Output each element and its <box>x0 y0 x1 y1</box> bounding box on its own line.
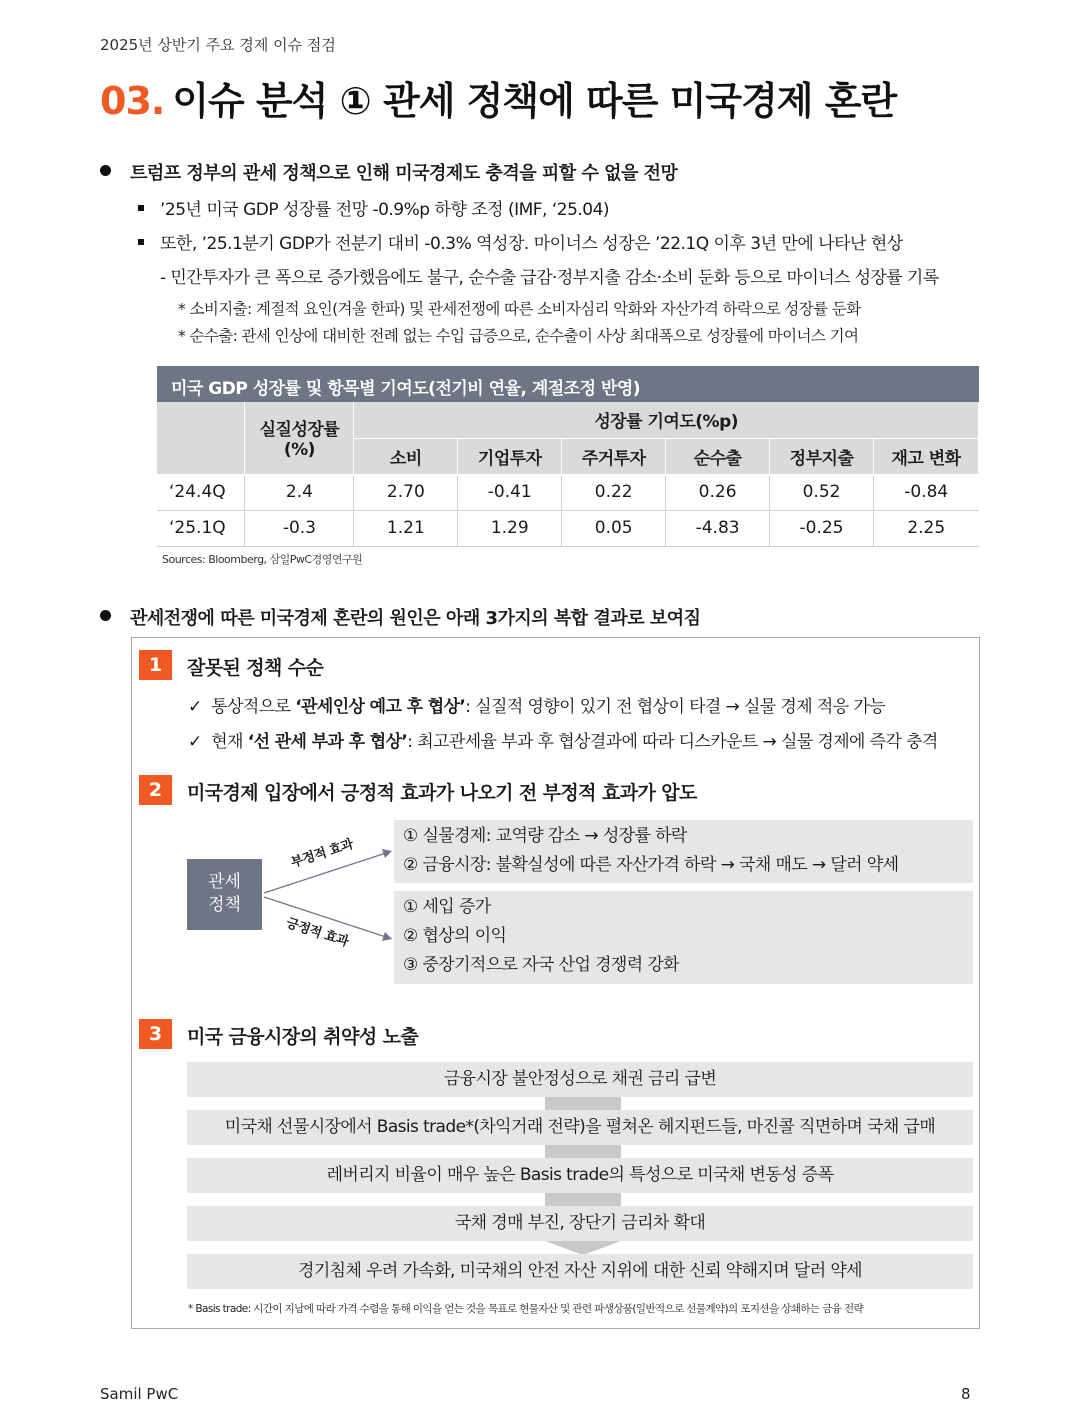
row-label: ‘25.1Q <box>157 510 245 546</box>
tariff-policy-box: 관세 정책 <box>187 859 262 930</box>
positive-effect-item: ③ 중장기적으로 자국 산업 경쟁력 강화 <box>403 955 679 975</box>
flow-connector <box>545 1097 621 1111</box>
col-header: 순수출 <box>666 438 770 474</box>
bullet-text: 관세전쟁에 따른 미국경제 혼란의 원인은 아래 3가지의 복합 결과로 보여짐 <box>130 608 701 629</box>
cause-title-2: 미국경제 입장에서 긍정적 효과가 나오기 전 부정적 효과가 압도 <box>187 782 697 804</box>
table-cell: -0.41 <box>458 474 562 510</box>
table-cell: 1.21 <box>354 510 458 546</box>
negative-effect-item: ② 금융시장: 불확실성에 따른 자산가격 하락 → 국채 매도 → 달러 약세 <box>403 855 899 875</box>
positive-effects-box <box>394 891 973 984</box>
table-cell: 2.70 <box>354 474 458 510</box>
square-bullet-icon <box>138 205 144 211</box>
table-corner <box>157 402 245 474</box>
col-header: 정부지출 <box>770 438 874 474</box>
cause-number-3: 3 <box>139 1019 172 1049</box>
check-item-usual: ✓ 통상적으로 ‘관세인상 예고 후 협상’: 실질적 영향이 있기 전 협상이 타결 → 실물 경제 적응 가능 <box>188 697 885 717</box>
table-cell: -4.83 <box>666 510 770 546</box>
table-cell: 2.4 <box>245 474 354 510</box>
table-cell: -0.25 <box>770 510 874 546</box>
bullet-tariff-impact <box>100 159 677 185</box>
positive-effect-item: ① 세입 증가 <box>403 897 491 917</box>
dash-point: - 민간투자가 큰 폭으로 증가했음에도 불구, 순수출 급감·정부지출 감소·소비 둔화 등으로 마이너스 성장률 기록 <box>160 268 939 288</box>
gdp-table <box>157 402 979 547</box>
table-sources: Sources: Bloomberg, 삼일PwC경영연구원 <box>162 553 363 566</box>
table-cell: -0.3 <box>245 510 354 546</box>
cause-title-3: 미국 금융시장의 취약성 노출 <box>187 1026 419 1048</box>
flow-step-2: 미국채 선물시장에서 Basis trade*(차익거래 전략)을 펼쳐온 헤지펀드들, 마진콜 직면하며 국채 급매 <box>187 1110 973 1145</box>
col-header: 소비 <box>354 438 458 474</box>
row-label: ‘24.4Q <box>157 474 245 510</box>
check-item-current: ✓ 현재 ‘선 관세 부과 후 협상’: 최고관세율 부과 후 협상결과에 따라 디스카운트 → 실물 경제에 즉각 충격 <box>188 732 938 752</box>
flow-connector <box>545 1145 621 1159</box>
square-bullet-icon <box>138 239 144 245</box>
table-cell: 0.52 <box>770 474 874 510</box>
flow-step-5: 경기침체 우려 가속화, 미국채의 안전 자산 지위에 대한 신뢰 약해지며 달러 약세 <box>187 1254 973 1289</box>
note-net-exports: * 순수출: 관세 인상에 대비한 전례 없는 수입 급증으로, 순수출이 사상 최대폭으로 성장률에 마이너스 기여 <box>178 327 859 345</box>
positive-effect-item: ② 협상의 이익 <box>403 926 507 946</box>
flow-connector <box>545 1193 621 1207</box>
flow-arrow-icon <box>545 1241 621 1255</box>
flow-step-3: 레버리지 비율이 매우 높은 Basis trade의 특성으로 미국채 변동성 증폭 <box>187 1158 973 1193</box>
flow-step-4: 국채 경매 부진, 장단기 금리차 확대 <box>187 1206 973 1241</box>
col-header-contribution: 성장률 기여도(%p) <box>354 402 979 438</box>
col-header: 기업투자 <box>458 438 562 474</box>
table-row <box>157 510 979 546</box>
table-row <box>157 474 979 510</box>
sub-text: ’25년 미국 GDP 성장률 전망 -0.9%p 하향 조정 (IMF, ‘25.04) <box>160 200 610 220</box>
footer-company: Samil PwC <box>100 1385 179 1403</box>
flow-step-1: 금융시장 불안정성으로 채권 금리 급변 <box>187 1062 973 1097</box>
positive-effect-label: 긍정적 효과 <box>284 915 350 950</box>
table-cell: 0.26 <box>666 474 770 510</box>
table-title: 미국 GDP 성장률 및 항목별 기여도(전기비 연율, 계절조정 반영) <box>157 366 979 402</box>
section-number: 03. <box>100 79 165 123</box>
col-header-real-growth: 실질성장률 (%) <box>245 402 354 474</box>
cause-title-1: 잘못된 정책 수순 <box>187 657 324 679</box>
page-number: 8 <box>961 1385 971 1403</box>
bullet-causes <box>100 604 701 630</box>
col-header: 주거투자 <box>562 438 666 474</box>
col-header: 재고 변화 <box>873 438 978 474</box>
negative-effects-box <box>394 820 973 883</box>
cause-number-2: 2 <box>139 775 172 805</box>
cause-number-1: 1 <box>139 650 172 680</box>
table-cell: 0.22 <box>562 474 666 510</box>
document-subtitle: 2025년 상반기 주요 경제 이슈 점검 <box>100 36 336 54</box>
table-cell: 0.05 <box>562 510 666 546</box>
page-title <box>100 70 896 125</box>
table-cell: 1.29 <box>458 510 562 546</box>
sub-point-gdp <box>138 229 903 254</box>
negative-effect-item: ① 실물경제: 교역량 감소 → 성장률 하락 <box>403 826 687 846</box>
table-cell: -0.84 <box>873 474 978 510</box>
title-text: 이슈 분석 ① 관세 정책에 따른 미국경제 혼란 <box>172 79 897 123</box>
negative-effect-label: 부정적 효과 <box>289 836 356 872</box>
bullet-text: 트럼프 정부의 관세 정책으로 인해 미국경제도 충격을 피할 수 없을 전망 <box>130 163 678 184</box>
sub-point-imf <box>138 195 609 220</box>
table-cell: 2.25 <box>873 510 978 546</box>
sub-text: 또한, ’25.1분기 GDP가 전분기 대비 -0.3% 역성장. 마이너스 성장은 ’22.1Q 이후 3년 만에 나타난 현상 <box>160 234 903 254</box>
basis-trade-footnote: * Basis trade: 시간이 지남에 따라 가격 수렴을 통해 이익을 얻는 것을 목표로 현물자산 및 관련 파생상품(일반적으로 선물계약)의 포지션을 상쇄하는 금융 전략 <box>188 1303 864 1315</box>
note-consumption: * 소비지출: 계절적 요인(겨울 한파) 및 관세전쟁에 따른 소비자심리 악화와 자산가격 하락으로 성장률 둔화 <box>178 300 861 318</box>
